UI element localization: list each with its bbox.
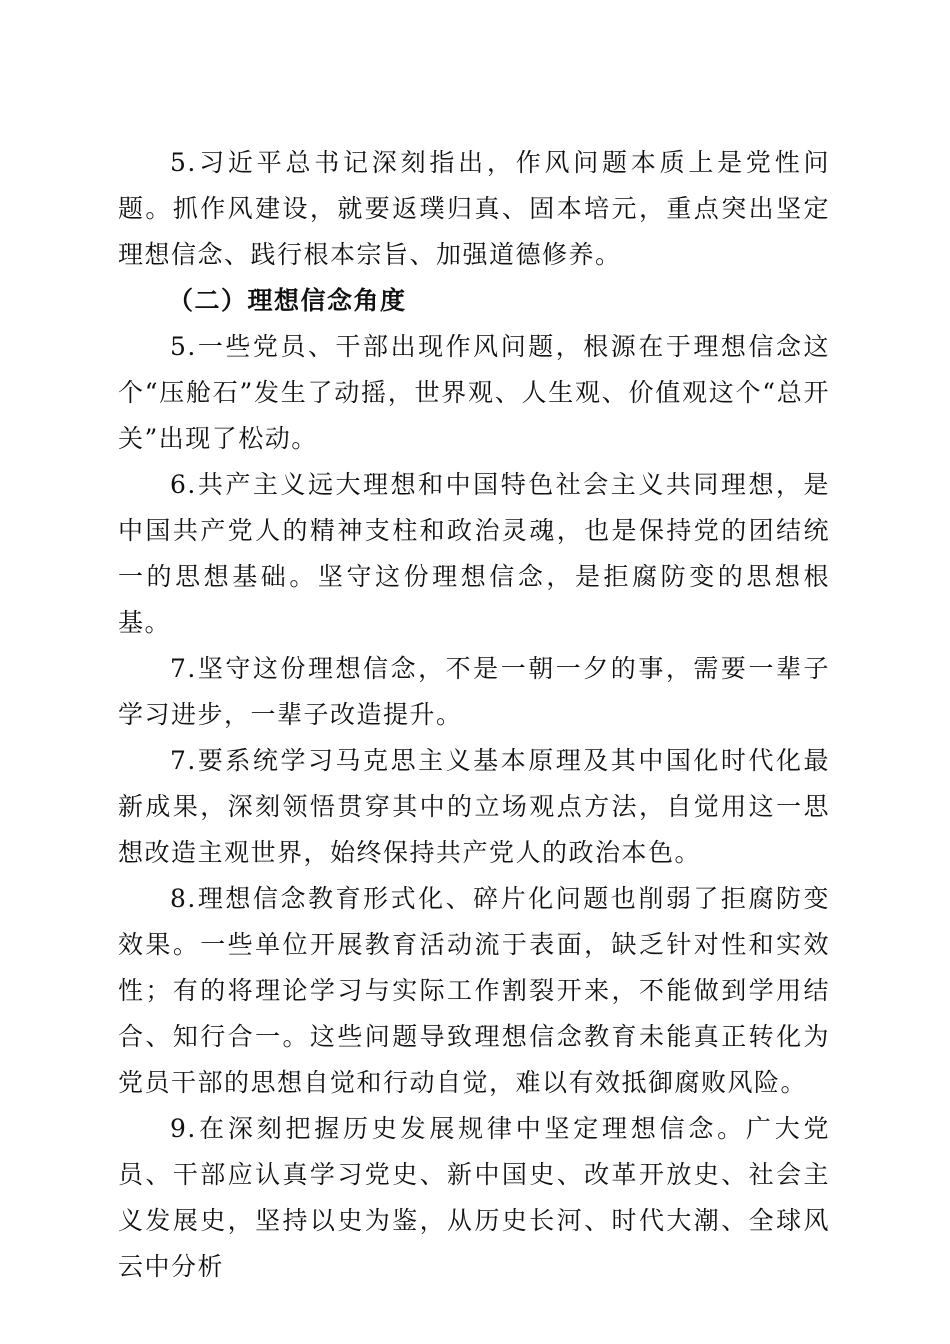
paragraph-7-lifelong: 7.坚守这份理想信念，不是一朝一夕的事，需要一辈子学习进步，一辈子改造提升。	[118, 654, 830, 729]
paragraph-7-study: 7.要系统学习马克思主义基本原理及其中国化时代化最新成果，深刻领悟贯穿其中的立场观点方法，自觉用这一思想改造主观世界，始终保持共产党人的政治本色。	[118, 746, 830, 867]
paragraph-5-style: 5.习近平总书记深刻指出，作风问题本质上是党性问题。抓作风建设，就要返璞归真、固本培元，重点突出坚定理想信念、践行根本宗旨、加强道德修养。	[118, 148, 830, 269]
paragraph-5-roots: 5.一些党员、干部出现作风问题，根源在于理想信念这个“压舱石”发生了动摇，世界观、人生观、价值观这个“总开关”出现了松动。	[118, 332, 830, 453]
paragraph-9: 9.在深刻把握历史发展规律中坚定理想信念。广大党员、干部应认真学习党史、新中国史、改革开放史、社会主义发展史，坚持以史为鉴，从历史长河、时代大潮、全球风云中分析	[118, 1114, 830, 1281]
paragraph-8: 8.理想信念教育形式化、碎片化问题也削弱了拒腐防变效果。一些单位开展教育活动流于表面，缺乏针对性和实效性；有的将理论学习与实际工作割裂开来，不能做到学用结合、知行合一。这些问题导致理想信念教育未能真正转化为党员干部的思想自觉和行动自觉，难以有效抵御腐败风险。	[118, 884, 830, 1097]
section-heading-ideals: （二）理想信念角度	[168, 286, 407, 315]
paragraph-6: 6.共产主义远大理想和中国特色社会主义共同理想，是中国共产党人的精神支柱和政治灵魂，也是保持党的团结统一的思想基础。坚守这份理想信念，是拒腐防变的思想根基。	[118, 470, 830, 637]
document-body	[118, 140, 830, 1290]
